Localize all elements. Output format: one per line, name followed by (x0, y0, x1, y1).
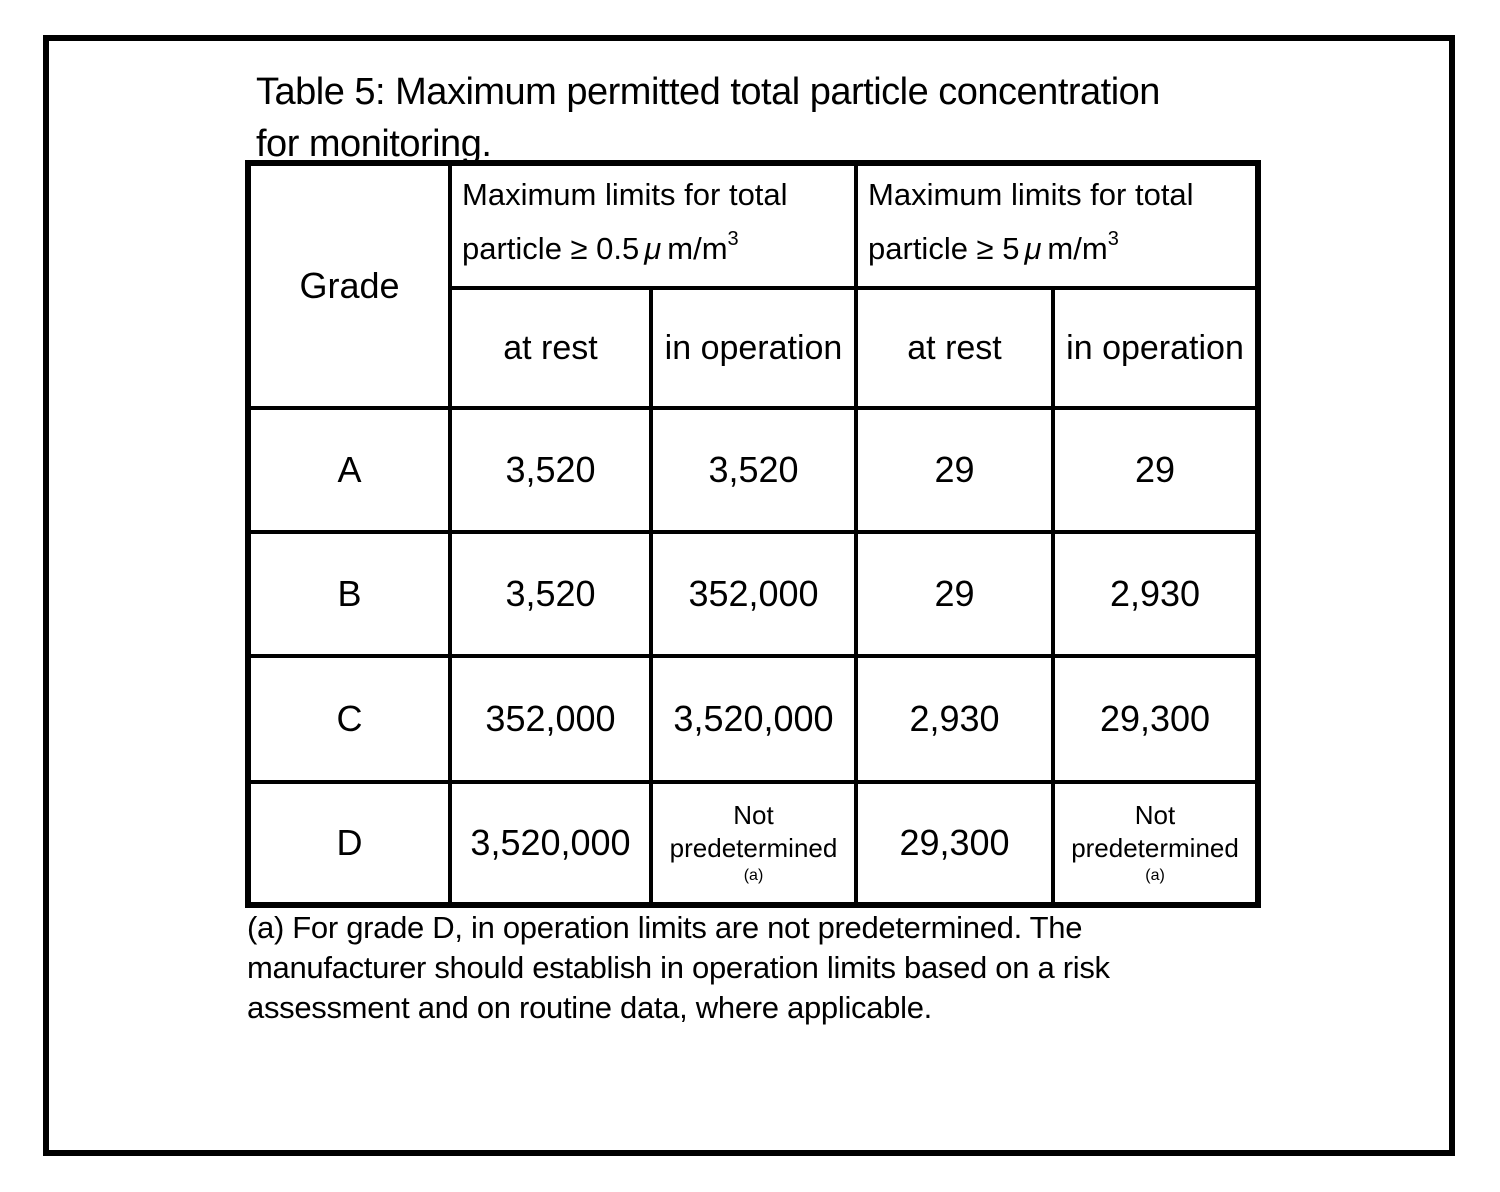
value-cell: 2,930 (1053, 532, 1258, 656)
grade-cell-a: A (248, 408, 450, 532)
grade-cell-d: D (248, 782, 450, 905)
value-cell: 29 (856, 532, 1053, 656)
table-title-line1: Table 5: Maximum permitted total particle concentration (256, 71, 1160, 113)
value-cell: 2,930 (856, 656, 1053, 782)
particle-concentration-table (245, 160, 1261, 908)
value-cell: 3,520,000 (450, 782, 651, 905)
value-cell: 3,520 (450, 408, 651, 532)
value-cell: 352,000 (450, 656, 651, 782)
table-title-line2: for monitoring. (256, 123, 492, 165)
value-cell: 3,520,000 (651, 656, 856, 782)
np-line2: predetermined (669, 833, 838, 863)
group-header-5um-line2 (868, 217, 1253, 271)
table-row-grade-c (248, 656, 1258, 782)
value-cell: 29 (1053, 408, 1258, 532)
group-header-05um-line2 (462, 217, 852, 271)
subheader-in-operation-5: in operation (1053, 288, 1258, 408)
cubed-superscript: 3 (1107, 228, 1119, 250)
np-line2: predetermined (1071, 833, 1239, 863)
table-row-grade-d (248, 782, 1258, 905)
footnote-line3: assessment and on routine data, where applicable. (247, 990, 932, 1025)
value-cell: 352,000 (651, 532, 856, 656)
np-line1: Not (1134, 800, 1176, 830)
group-header-row (248, 163, 1258, 288)
group-header-05um-cell (450, 163, 856, 288)
mu-symbol: μ (644, 231, 662, 266)
np-line1: Not (733, 800, 774, 830)
group-header-05um-line1: Maximum limits for total (462, 177, 788, 212)
value-cell: 29,300 (1053, 656, 1258, 782)
cubed-superscript: 3 (727, 228, 739, 250)
subheader-at-rest-05: at rest (450, 288, 651, 408)
unit-text: m/m (1047, 231, 1108, 266)
grade-cell-b: B (248, 532, 450, 656)
group-header-5um-cell (856, 163, 1258, 288)
footnote (247, 908, 1110, 1028)
np-footnote-ref: (a) (743, 867, 764, 884)
value-cell: 29,300 (856, 782, 1053, 905)
footnote-line1: (a) For grade D, in operation limits are not predetermined. The (247, 910, 1083, 945)
subheader-at-rest-5: at rest (856, 288, 1053, 408)
unit-text: m/m (667, 231, 728, 266)
grade-header-cell: Grade (248, 163, 450, 408)
value-cell: 3,520 (450, 532, 651, 656)
not-predetermined-cell-05 (651, 782, 856, 905)
value-cell: 29 (856, 408, 1053, 532)
mu-symbol: μ (1024, 231, 1042, 266)
grade-cell-c: C (248, 656, 450, 782)
not-predetermined-cell-5 (1053, 782, 1258, 905)
table-title (256, 66, 1160, 170)
table-row-grade-a (248, 408, 1258, 532)
particle-threshold-5-text: particle ≥ 5 (868, 231, 1020, 266)
particle-threshold-05-text: particle ≥ 0.5 (462, 231, 640, 266)
footnote-line2: manufacturer should establish in operation limits based on a risk (247, 950, 1110, 985)
np-footnote-ref: (a) (1145, 867, 1165, 884)
value-cell: 3,520 (651, 408, 856, 532)
subheader-in-operation-05: in operation (651, 288, 856, 408)
table-row-grade-b (248, 532, 1258, 656)
group-header-5um-line1: Maximum limits for total (868, 177, 1194, 212)
